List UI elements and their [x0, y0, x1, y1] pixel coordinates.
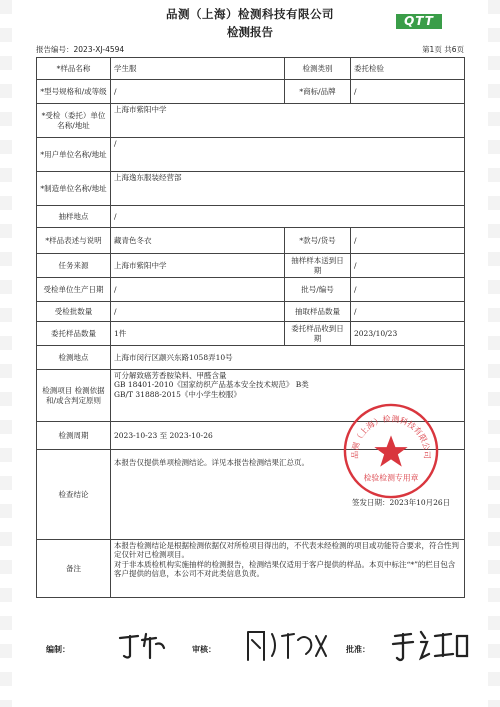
official-seal [342, 402, 440, 500]
batch-label: 批号/编号 [285, 278, 351, 302]
conclusion: 本报告仅提供单项检测结论。详见本报告检测结果汇总页。 [111, 450, 465, 540]
period: 2023-10-23 至 2023-10-26 [111, 422, 465, 450]
sample-date: / [351, 254, 465, 278]
model-label: *型号规格和/或等级 [37, 80, 111, 104]
sample-name: 学生服 [111, 58, 285, 80]
basis-items: 可分解致癌芳香胺染料、甲醛含量 [114, 371, 227, 380]
client-label: *受检（委托）单位名称/地址 [37, 104, 111, 138]
page-number: 第1页 共6页 [422, 45, 464, 54]
draw-qty: / [351, 302, 465, 322]
recv-date-label: 委托样品收到日期 [285, 322, 351, 346]
seal-star-icon [374, 435, 407, 466]
reviewer-signature [242, 626, 332, 664]
style-no-label: *款号/货号 [285, 228, 351, 254]
style-no: / [351, 228, 465, 254]
issue-date: 签发日期：2023年10月26日 [352, 498, 451, 507]
basis-standard-1: GB 18401-2010《国家纺织产品基本安全技术规范》 B类 [114, 380, 309, 390]
draw-qty-label: 抽取样品数量 [285, 302, 351, 322]
report-title: 检测报告 [227, 25, 273, 39]
source: 上海市紫阳中学 [111, 254, 285, 278]
desc-label: *样品表述与说明 [37, 228, 111, 254]
entrust-qty: 1件 [111, 322, 285, 346]
batch-qty-label: 受检批数量 [37, 302, 111, 322]
period-label: 检测周期 [37, 422, 111, 450]
sampling-place: / [111, 206, 465, 228]
remark-cell [111, 540, 465, 598]
report-table [36, 57, 465, 598]
location: 上海市闵行区颛兴东路1058弄10号 [111, 346, 465, 370]
test-type: 委托检验 [351, 58, 465, 80]
source-label: 任务来源 [37, 254, 111, 278]
batch: / [351, 278, 465, 302]
editor-label: 编制： [46, 644, 70, 654]
remark-line-2: 对于非本质检机构实施抽样的检测报告，检测结果仅适用于客户提供的样品。本页中标注“*”的栏目包含客户提供的信息，本公司不对此类信息负责。 [114, 559, 456, 579]
desc: 藏青色冬衣 [111, 228, 285, 254]
report-number: 报告编号：2023-XJ-4594 [36, 45, 125, 54]
batch-qty: / [111, 302, 285, 322]
remark-line-1: 本报告检测结论是根据检测依据仅对所检项目得出的，不代表未经检测的项目或功能符合要求，符合性判定仅针对已检测项目。 [114, 541, 459, 560]
company-logo: QTT [396, 14, 442, 29]
client: 上海市紫阳中学 [111, 104, 465, 138]
brand: / [351, 80, 465, 104]
sampling-place-label: 抽样地点 [37, 206, 111, 228]
brand-label: *商标/品牌 [285, 80, 351, 104]
sample-date-label: 抽样样本送到日期 [285, 254, 351, 278]
remark-label: 备注 [37, 540, 111, 598]
security-border-right [488, 0, 500, 707]
test-type-label: 检测类别 [285, 58, 351, 80]
model: / [111, 80, 285, 104]
entrust-qty-label: 委托样品数量 [37, 322, 111, 346]
manufacturer: 上海逸东服装经营部 [111, 172, 465, 206]
manufacturer-label: *制造单位名称/地址 [37, 172, 111, 206]
company-name: 品测（上海）检测科技有限公司 [166, 7, 334, 21]
user: / [111, 138, 465, 172]
location-label: 检测地点 [37, 346, 111, 370]
conclusion-label: 检查结论 [37, 450, 111, 540]
recv-date: 2023/10/23 [351, 322, 465, 346]
seal-top-text: 品测（上海）检测科技有限公司 [350, 414, 432, 459]
seal-bottom-text: 检验检测专用章 [363, 473, 419, 483]
reviewer-label: 审核： [192, 644, 216, 654]
approver-label: 批准： [346, 644, 370, 654]
basis-standard-2: GB/T 31888-2015《中小学生校服》 [114, 389, 241, 399]
sample-name-label: *样品名称 [37, 58, 111, 80]
approver-signature [391, 626, 471, 664]
signature-row [36, 626, 464, 666]
security-border-left [0, 0, 12, 707]
basis-label: 检测项目 检测依据和/或含判定原则 [37, 370, 111, 422]
user-label: *用户单位名称/地址 [37, 138, 111, 172]
prod-date: / [111, 278, 285, 302]
prod-date-label: 受检单位生产日期 [37, 278, 111, 302]
editor-signature [116, 626, 176, 664]
